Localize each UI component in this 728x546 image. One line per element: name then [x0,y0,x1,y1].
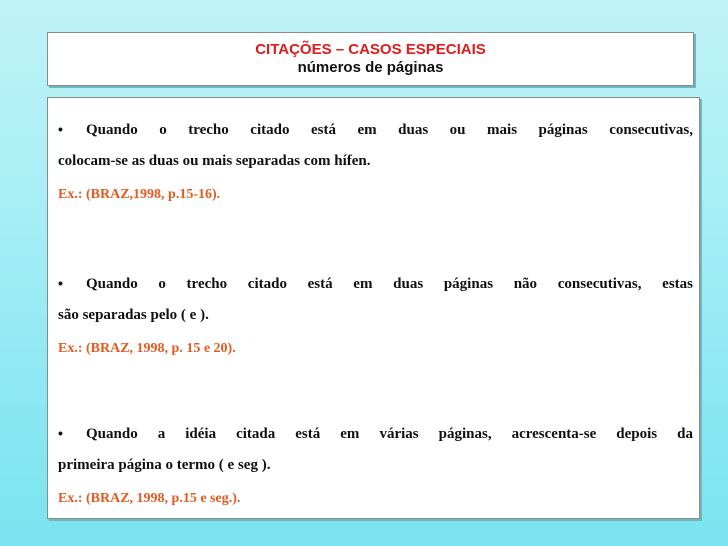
item-first-line [58,114,693,146]
item-text-line1: Quando o trecho citado está em duas páginas não consecutivas, estas [86,276,693,292]
item-text-line1: Quando o trecho citado está em duas ou mais páginas consecutivas, [86,122,693,138]
list-item [58,268,693,359]
bullet-icon: • [58,425,63,441]
list-item [58,114,693,205]
slide-title: CITAÇÕES – CASOS ESPECIAIS [255,41,486,58]
example-citation: Ex.: (BRAZ,1998, p.15-16). [58,187,221,202]
bullet-icon: • [58,275,63,291]
item-first-line [58,268,693,300]
example-citation: Ex.: (BRAZ, 1998, p.15 e seg.). [58,491,241,506]
item-text-line1: Quando a idéia citada está em várias páginas, acrescenta-se depois da [86,426,693,442]
item-text-line2: colocam-se as duas ou mais separadas com hífen. [58,153,371,169]
item-first-line [58,418,693,450]
title-box [47,32,694,86]
list-item [58,418,693,509]
slide-subtitle: números de páginas [297,59,444,76]
example-citation: Ex.: (BRAZ, 1998, p. 15 e 20). [58,341,236,356]
item-text-line2: são separadas pelo ( e ). [58,307,209,323]
content-box [47,97,700,519]
item-text-line2: primeira página o termo ( e seg ). [58,457,271,473]
bullet-icon: • [58,121,63,137]
